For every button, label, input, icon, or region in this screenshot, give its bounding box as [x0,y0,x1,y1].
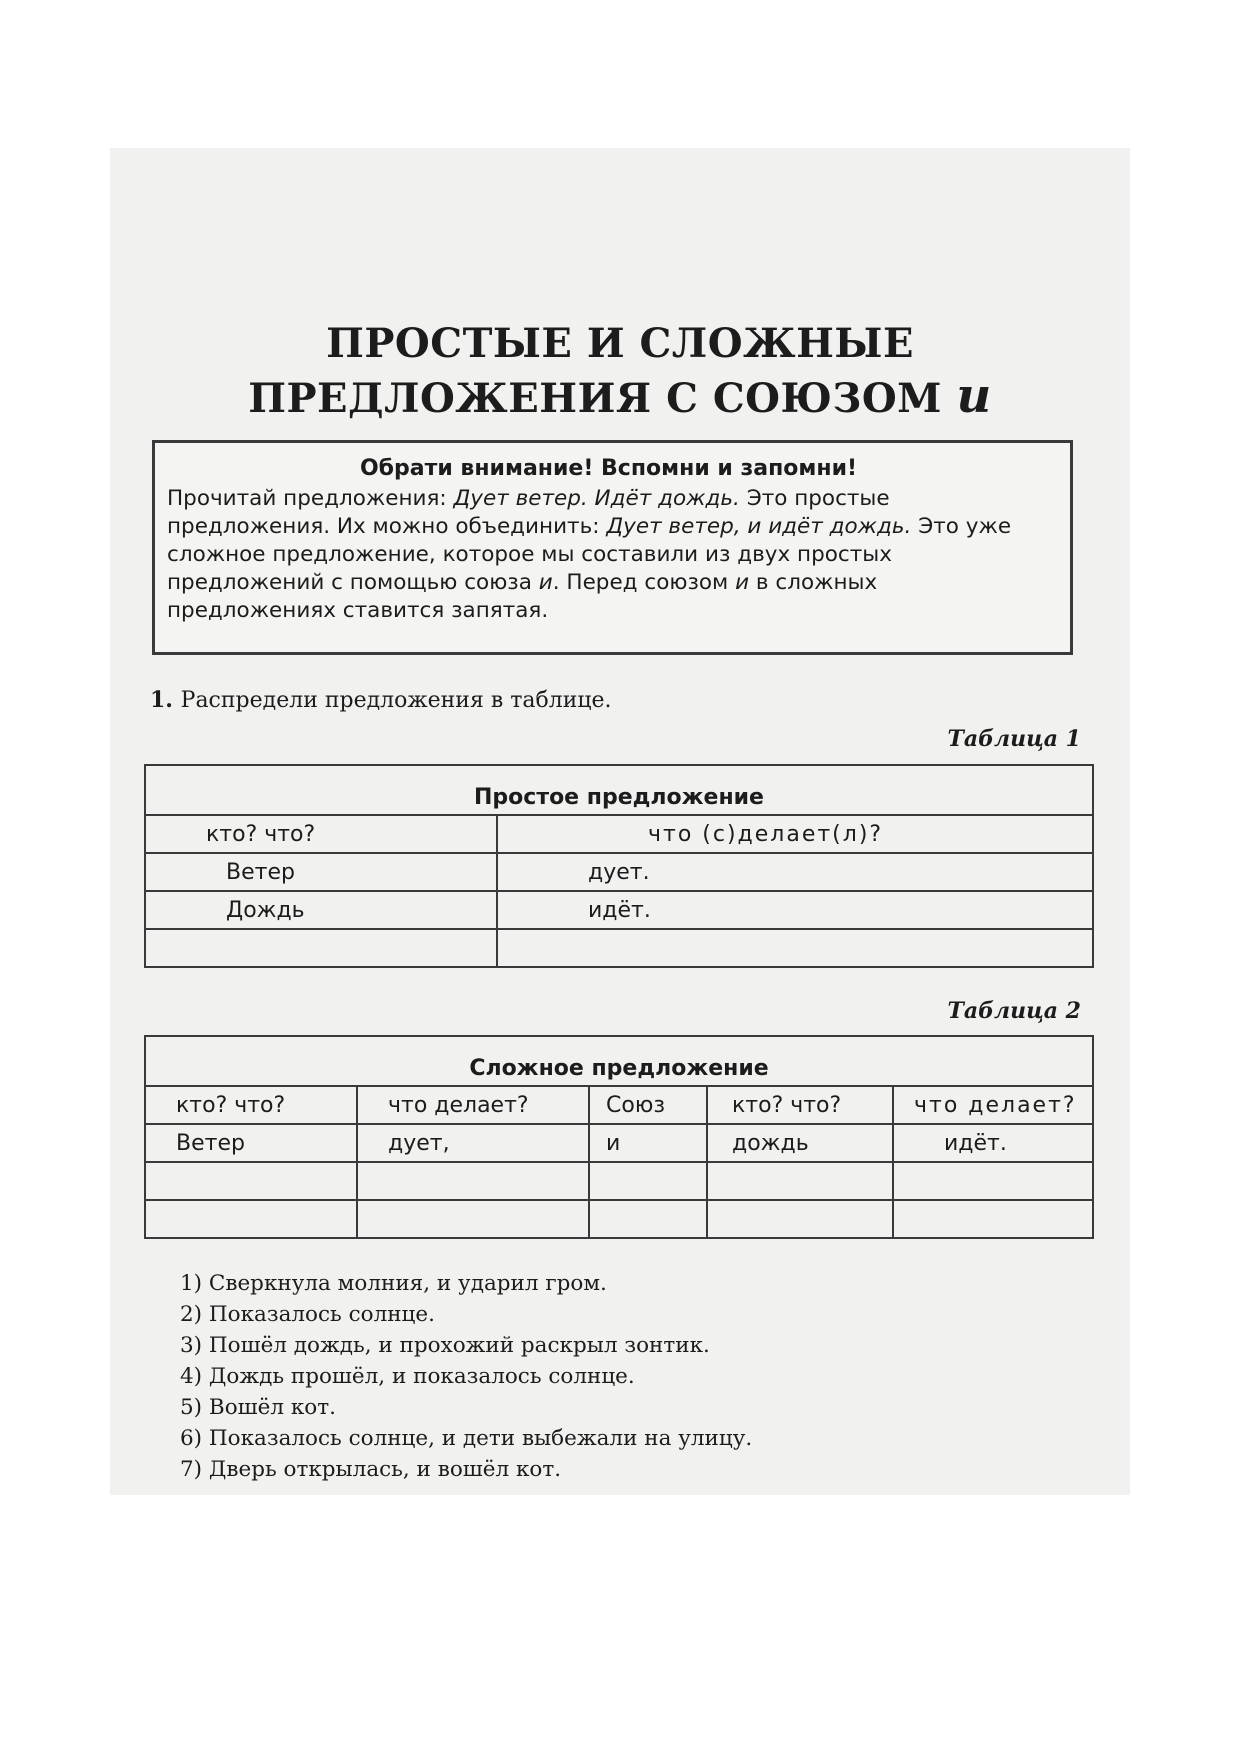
table1-col-header: что (с)делает(л)? [497,815,1093,853]
table2-cell [589,1162,707,1200]
table2-cell [707,1162,893,1200]
table-simple-sentence [144,764,1094,968]
table1-cell: Ветер [145,853,497,891]
table-row [145,1200,1093,1238]
table2-cell [145,1200,357,1238]
table1-col-header: кто? что? [145,815,497,853]
list-item: 3) Пошёл дождь, и прохожий раскрыл зонтик. [180,1333,710,1358]
rule-box [152,440,1073,655]
table-row [145,1086,1093,1124]
table2-cell [893,1200,1093,1238]
table2-col-header: кто? что? [145,1086,357,1124]
rule-text: Прочитай предложения: Дует ветер. Идёт дождь. Это простые предложения. Их можно объединить: Дует ветер, и идёт дождь. Это уже сложное предложение, которое мы составили из двух простых предложений с помощью союза и. Перед союзом и в сложных предложениях ставится запятая. [167,486,1012,623]
task-heading [150,687,612,713]
list-item: 2) Показалось солнце. [180,1302,435,1327]
table2-col-header: Союз [589,1086,707,1124]
table2-heading: Сложное предложение [145,1036,1093,1086]
rule-heading: Обрати внимание! Вспомни и запомни! [359,456,858,481]
table2-caption: Таблица 2 [947,998,1081,1024]
table2-cell [357,1162,589,1200]
table1-cell: идёт. [497,891,1093,929]
list-item: 5) Вошёл кот. [180,1395,336,1420]
title-line-2: ПРЕДЛОЖЕНИЯ С СОЮЗОМ и [248,368,992,424]
page-title [220,318,1020,425]
table-row [145,929,1093,967]
table2-col-header: кто? что? [707,1086,893,1124]
table2-cell: дождь [707,1124,893,1162]
task-number: 1. [150,687,173,713]
table2-cell: дует, [357,1124,589,1162]
list-item: 1) Сверкнула молния, и ударил гром. [180,1271,607,1296]
table1-cell: Дождь [145,891,497,929]
table1-heading: Простое предложение [145,765,1093,815]
title-conjunction: и [956,368,992,424]
table2-cell [893,1162,1093,1200]
table2-col-header: что делает? [893,1086,1093,1124]
table1-cell [497,929,1093,967]
table1-cell: дует. [497,853,1093,891]
table-row [145,891,1093,929]
table1-caption: Таблица 1 [947,726,1081,752]
table2-cell [357,1200,589,1238]
sentence-list [180,1268,752,1485]
table2-cell: идёт. [893,1124,1093,1162]
table2-cell [145,1162,357,1200]
table2-col-header: что делает? [357,1086,589,1124]
table1-cell [145,929,497,967]
list-item: 6) Показалось солнце, и дети выбежали на улицу. [180,1426,753,1451]
table2-cell: Ветер [145,1124,357,1162]
table-row [145,1124,1093,1162]
table2-cell [589,1200,707,1238]
table2-cell: и [589,1124,707,1162]
list-item: 7) Дверь открылась, и вошёл кот. [180,1457,562,1482]
title-line-1: ПРОСТЫЕ И СЛОЖНЫЕ [326,320,914,367]
table2-cell [707,1200,893,1238]
table-row [145,1162,1093,1200]
table-complex-sentence [144,1035,1094,1239]
table-row [145,853,1093,891]
task-text: Распредели предложения в таблице. [180,688,612,713]
table-row [145,815,1093,853]
list-item: 4) Дождь прошёл, и показалось солнце. [180,1364,635,1389]
